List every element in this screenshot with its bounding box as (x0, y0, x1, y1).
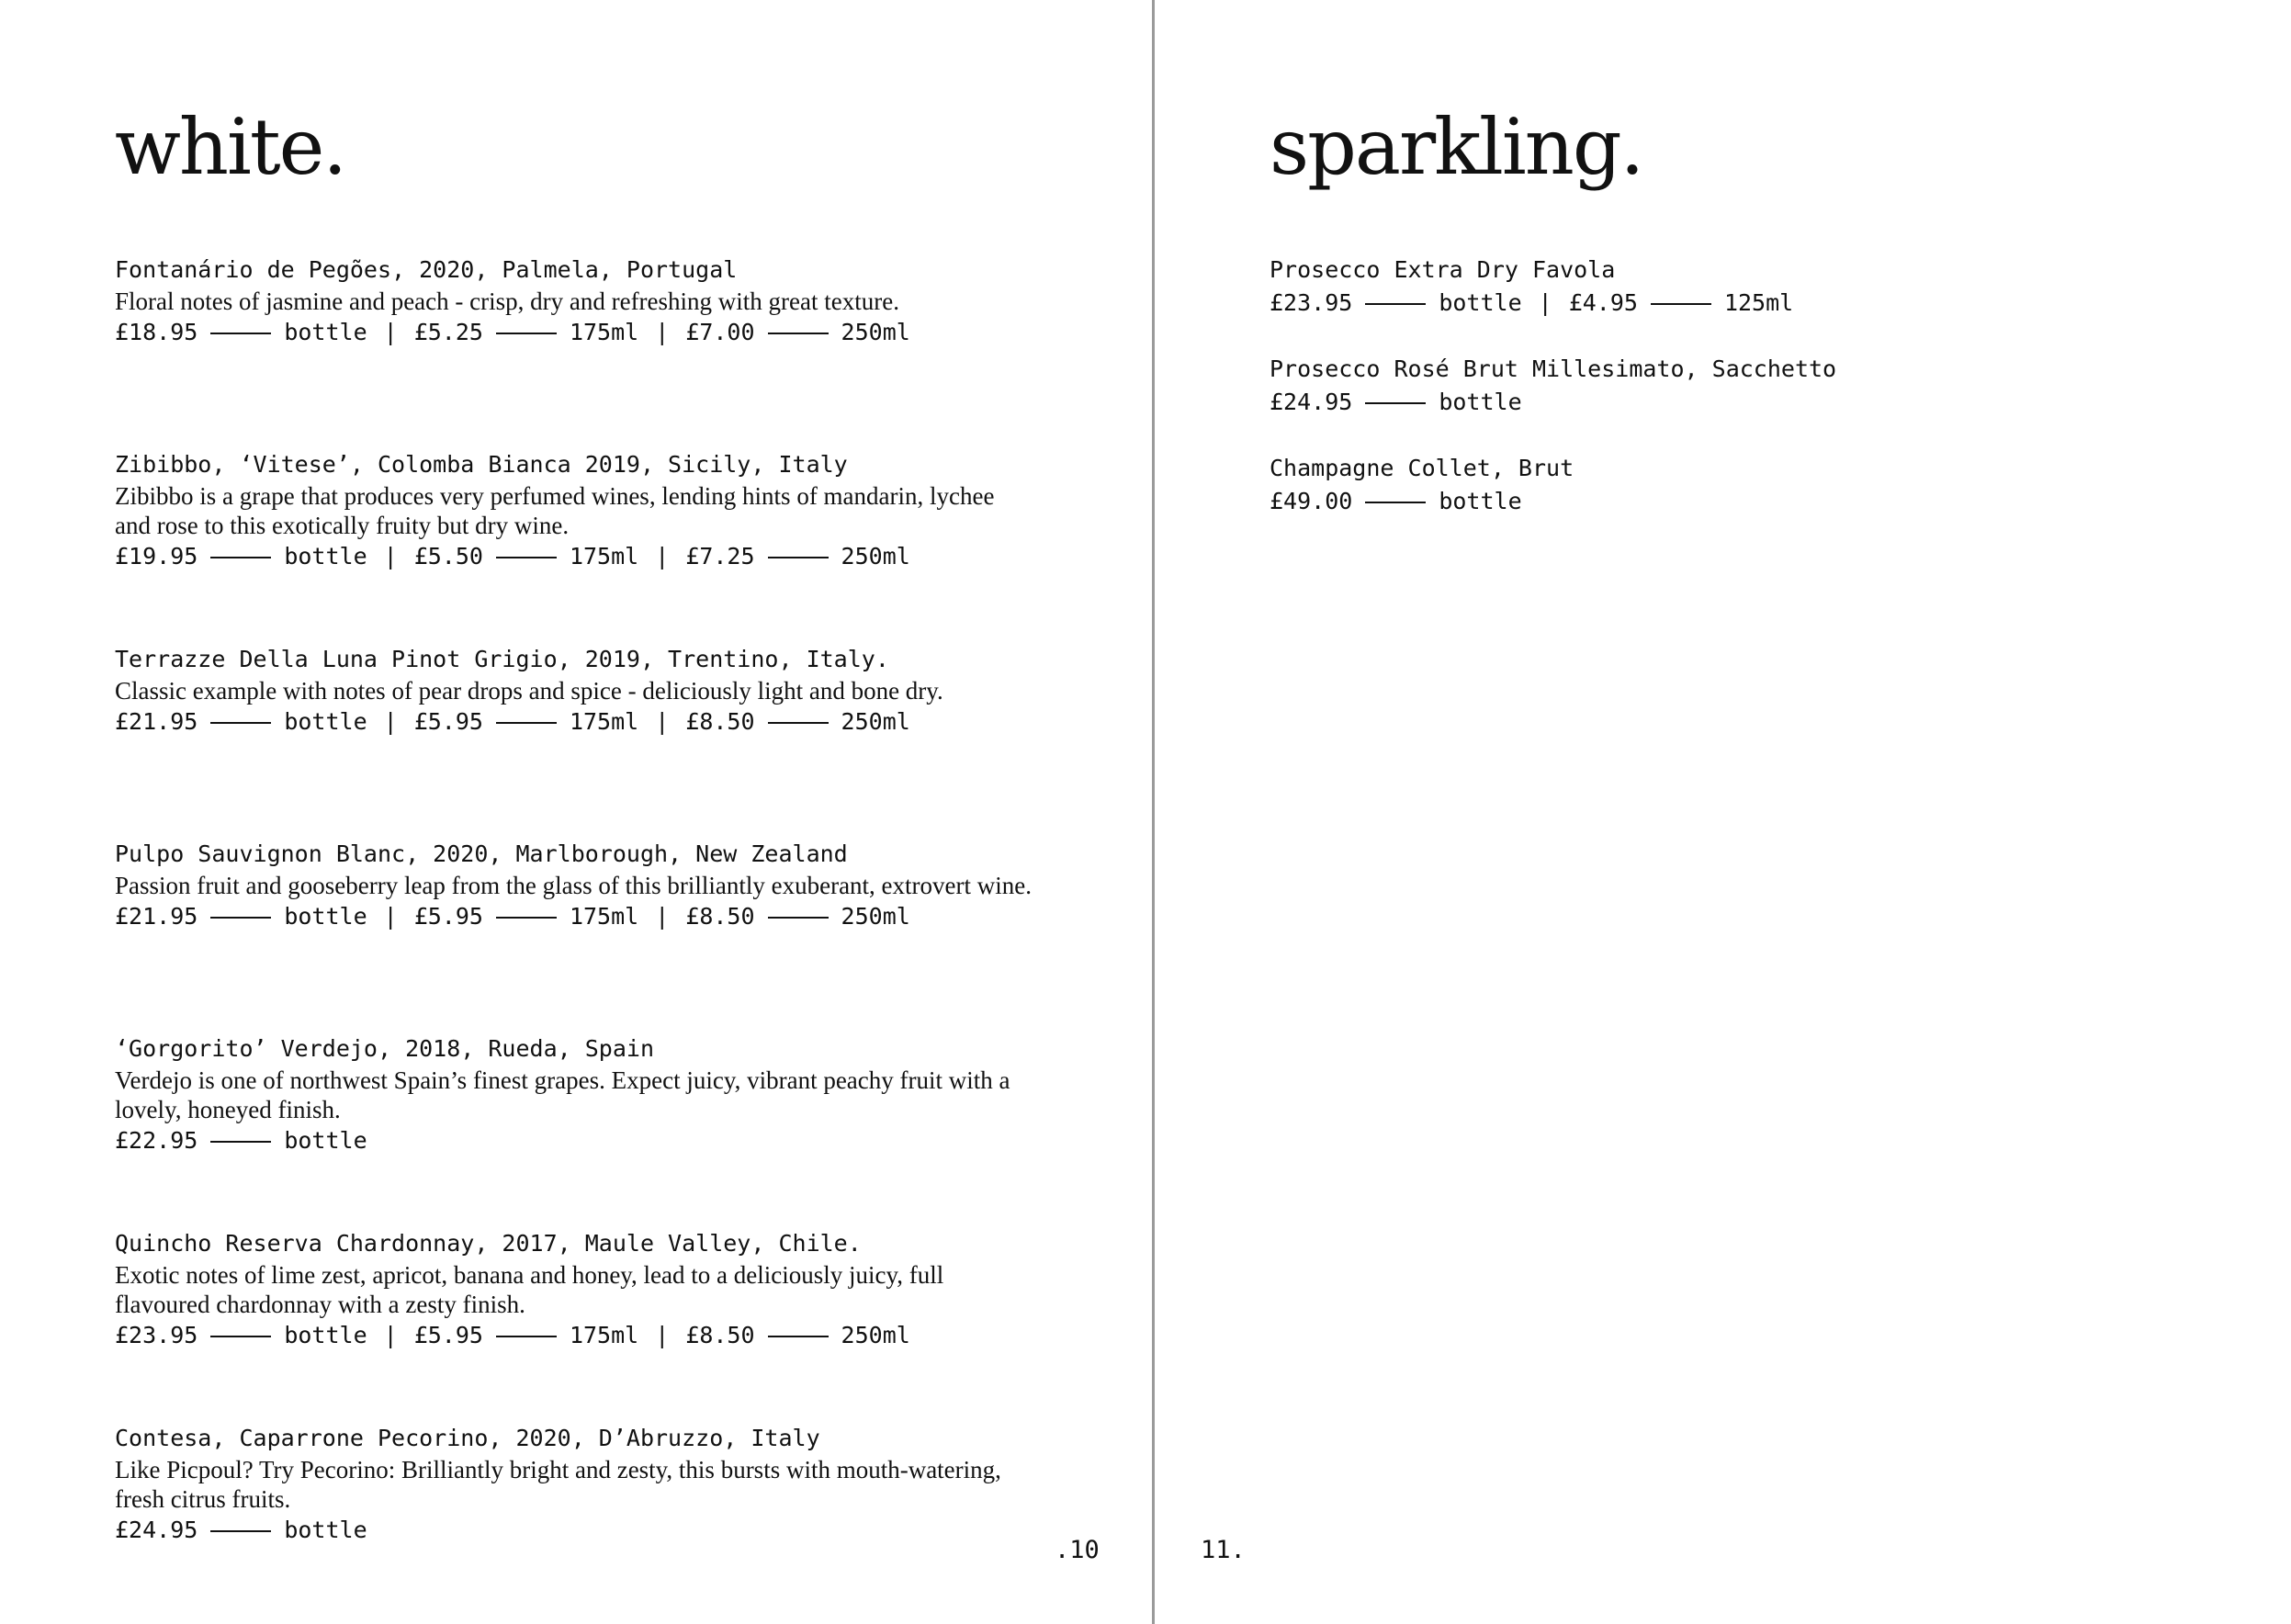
price: £22.95 (115, 1127, 198, 1154)
price: £23.95 (1270, 289, 1353, 316)
price: £7.25 (685, 543, 755, 570)
price: £24.95 (115, 1517, 198, 1543)
serving-size: bottle (1439, 389, 1522, 415)
price-separator: | (383, 543, 398, 570)
serving-size: 175ml (569, 319, 639, 345)
price-line (115, 900, 1079, 933)
serving-size: 250ml (841, 543, 910, 570)
price: £8.50 (685, 903, 755, 930)
serving-size: 175ml (569, 708, 639, 735)
price-separator: | (655, 1322, 670, 1348)
dash-rule (210, 917, 271, 919)
price-line (115, 316, 1079, 349)
wine-entry (115, 1227, 1079, 1422)
price: £4.95 (1568, 289, 1638, 316)
wine-description: Verdejo is one of northwest Spain’s finest grapes. Expect juicy, vibrant peachy fruit with a lovely, honeyed finish. (115, 1066, 1010, 1123)
white-section-title: white. (115, 102, 346, 192)
serving-size: bottle (284, 1322, 367, 1348)
sparkling-section-title: sparkling. (1270, 102, 1643, 192)
price: £5.25 (413, 319, 483, 345)
price-line (115, 540, 1079, 573)
dash-rule (496, 557, 557, 558)
price-separator: | (655, 543, 670, 570)
price-separator: | (383, 708, 398, 735)
dash-rule (210, 1336, 271, 1337)
price: £5.95 (413, 903, 483, 930)
serving-size: 175ml (569, 543, 639, 570)
price: £23.95 (115, 1322, 198, 1348)
wine-entry (1270, 452, 2234, 551)
serving-size: 125ml (1723, 289, 1794, 316)
serving-size: 250ml (841, 1322, 910, 1348)
wine-entry (1270, 353, 2234, 452)
sparkling-wine-list (1270, 254, 2234, 551)
price-line (1270, 386, 2234, 419)
wine-name: Contesa, Caparrone Pecorino, 2020, D’Abruzzo, Italy (115, 1425, 820, 1451)
price-line (1270, 485, 2234, 518)
wine-description: Zibibbo is a grape that produces very perfumed wines, lending hints of mandarin, lychee and rose to this exotically fruity but dry wine. (115, 482, 995, 539)
dash-rule (768, 722, 829, 724)
dash-rule (210, 333, 271, 334)
dash-rule (210, 722, 271, 724)
dash-rule (1365, 303, 1426, 305)
price-separator: | (1538, 289, 1552, 316)
dash-rule (768, 333, 829, 334)
wine-name: Fontanário de Pegões, 2020, Palmela, Portugal (115, 256, 738, 283)
wine-description: Like Picpoul? Try Pecorino: Brilliantly bright and zesty, this bursts with mouth-watering, fresh citrus fruits. (115, 1456, 1001, 1513)
wine-entry (115, 838, 1079, 1032)
price-separator: | (383, 903, 398, 930)
dash-rule (768, 557, 829, 558)
price: £21.95 (115, 903, 198, 930)
price-line (1270, 287, 2234, 320)
dash-rule (210, 557, 271, 558)
wine-entry (115, 448, 1079, 643)
price: £5.50 (413, 543, 483, 570)
price: £19.95 (115, 543, 198, 570)
dash-rule (496, 333, 557, 334)
wine-description: Exotic notes of lime zest, apricot, banana and honey, lead to a deliciously juicy, full flavoured chardonnay with a zesty finish. (115, 1261, 944, 1318)
price-separator: | (655, 708, 670, 735)
serving-size: 175ml (569, 1322, 639, 1348)
page-number-right: 11. (1201, 1536, 1246, 1564)
price: £49.00 (1270, 488, 1353, 514)
serving-size: bottle (284, 1517, 367, 1543)
serving-size: 175ml (569, 903, 639, 930)
page-number-left: .10 (1055, 1536, 1100, 1564)
serving-size: bottle (284, 1127, 367, 1154)
serving-size: bottle (284, 708, 367, 735)
dash-rule (210, 1530, 271, 1532)
serving-size: bottle (284, 543, 367, 570)
serving-size: bottle (284, 903, 367, 930)
price: £5.95 (413, 1322, 483, 1348)
wine-name: ‘Gorgorito’ Verdejo, 2018, Rueda, Spain (115, 1035, 654, 1062)
wine-name: Prosecco Extra Dry Favola (1270, 256, 1616, 283)
price: £8.50 (685, 708, 755, 735)
price: £8.50 (685, 1322, 755, 1348)
price: £5.95 (413, 708, 483, 735)
wine-name: Terrazze Della Luna Pinot Grigio, 2019, Trentino, Italy. (115, 646, 889, 672)
white-wine-list (115, 254, 1079, 1617)
wine-entry (115, 1422, 1079, 1617)
wine-entry (1270, 254, 2234, 353)
dash-rule (1365, 502, 1426, 503)
price-line (115, 1124, 1079, 1157)
wine-entry (115, 254, 1079, 448)
dash-rule (210, 1141, 271, 1143)
wine-name: Prosecco Rosé Brut Millesimato, Sacchetto (1270, 355, 1837, 382)
wine-description: Passion fruit and gooseberry leap from the glass of this brilliantly exuberant, extrovert wine. (115, 872, 1032, 899)
serving-size: bottle (1439, 289, 1522, 316)
price: £18.95 (115, 319, 198, 345)
dash-rule (496, 1336, 557, 1337)
wine-name: Quincho Reserva Chardonnay, 2017, Maule Valley, Chile. (115, 1230, 862, 1257)
price: £21.95 (115, 708, 198, 735)
serving-size: bottle (284, 319, 367, 345)
price-line (115, 1514, 1079, 1547)
price-line (115, 705, 1079, 739)
wine-entry (115, 1032, 1079, 1227)
price-line (115, 1319, 1079, 1352)
dash-rule (496, 917, 557, 919)
price: £24.95 (1270, 389, 1353, 415)
wine-name: Zibibbo, ‘Vitese’, Colomba Bianca 2019, Sicily, Italy (115, 451, 848, 478)
wine-name: Champagne Collet, Brut (1270, 455, 1574, 481)
serving-size: 250ml (841, 319, 910, 345)
dash-rule (496, 722, 557, 724)
price-separator: | (655, 903, 670, 930)
page-spine-divider (1152, 0, 1155, 1624)
wine-entry (115, 643, 1079, 838)
wine-description: Classic example with notes of pear drops and spice - deliciously light and bone dry. (115, 677, 943, 705)
price-separator: | (383, 319, 398, 345)
serving-size: 250ml (841, 903, 910, 930)
dash-rule (768, 917, 829, 919)
serving-size: bottle (1439, 488, 1522, 514)
price-separator: | (383, 1322, 398, 1348)
price-separator: | (655, 319, 670, 345)
wine-name: Pulpo Sauvignon Blanc, 2020, Marlborough, New Zealand (115, 840, 848, 867)
price: £7.00 (685, 319, 755, 345)
serving-size: 250ml (841, 708, 910, 735)
dash-rule (1651, 303, 1711, 305)
dash-rule (1365, 402, 1426, 404)
wine-description: Floral notes of jasmine and peach - crisp, dry and refreshing with great texture. (115, 288, 899, 315)
dash-rule (768, 1336, 829, 1337)
